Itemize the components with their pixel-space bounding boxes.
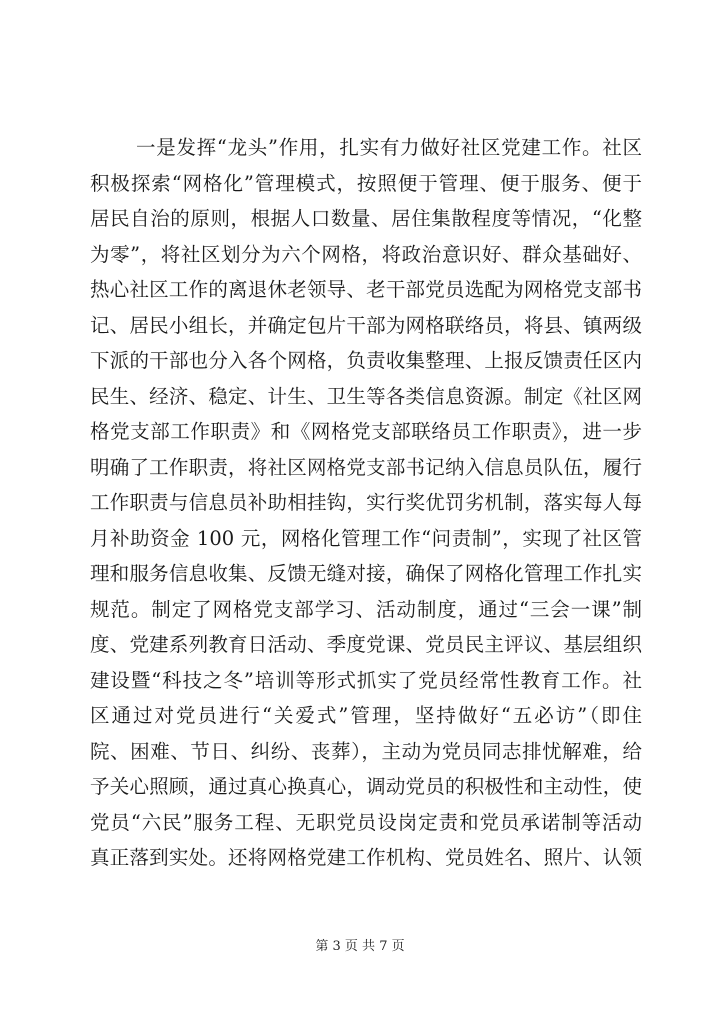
paragraph-line: 建设暨“科技之冬”培训等形式抓实了党员经常性教育工作。社 [90, 668, 642, 692]
paragraph-line: 热心社区工作的离退休老领导、老干部党员选配为网格党支部书 [90, 278, 642, 301]
page-number-footer: 第 3 页 共 7 页 [315, 939, 405, 954]
paragraph-line: 规范。制定了网格党支部学习、活动制度，通过“三会一课”制 [90, 597, 642, 621]
paragraph-line: 一是发挥“龙头”作用，扎实有力做好社区党建工作。社区 [136, 136, 642, 159]
paragraph-line: 区通过对党员进行“关爱式”管理，坚持做好“五必访”（即住 [90, 704, 642, 727]
paragraph-line: 居民自治的原则，根据人口数量、居住集散程度等情况，“化整 [90, 207, 642, 230]
paragraph-line: 工作职责与信息员补助相挂钩，实行奖优罚劣机制，落实每人每 [90, 491, 642, 514]
paragraph-line: 予关心照顾，通过真心换真心，调动党员的积极性和主动性，使 [90, 775, 642, 798]
paragraph-line: 明确了工作职责，将社区网格党支部书记纳入信息员队伍，履行 [90, 455, 642, 479]
body-paragraph [90, 130, 642, 876]
paragraph-line: 记、居民小组长，并确定包片干部为网格联络员，将县、镇两级 [90, 313, 642, 337]
paragraph-line: 度、党建系列教育日活动、季度党课、党员民主评议、基层组织 [90, 633, 642, 656]
paragraph-line: 月补助资金 100 元，网格化管理工作“问责制”，实现了社区管 [90, 526, 642, 550]
paragraph-line: 党员“六民”服务工程、无职党员设岗定责和党员承诺制等活动 [90, 810, 642, 834]
paragraph-line: 下派的干部也分入各个网格，负责收集整理、上报反馈责任区内 [90, 349, 642, 372]
paragraph-line: 院、困难、节日、纠纷、丧葬），主动为党员同志排忧解难，给 [90, 739, 642, 763]
paragraph-line: 真正落到实处。还将网格党建工作机构、党员姓名、照片、认领 [90, 846, 642, 869]
paragraph-line: 民生、经济、稳定、计生、卫生等各类信息资源。制定《社区网 [90, 384, 642, 408]
paragraph-line: 积极探索“网格化”管理模式，按照便于管理、便于服务、便于 [90, 171, 642, 195]
paragraph-line: 理和服务信息收集、反馈无缝对接，确保了网格化管理工作扎实 [90, 562, 642, 585]
paragraph-line: 为零”，将社区划分为六个网格，将政治意识好、群众基础好、 [90, 242, 642, 266]
paragraph-line: 格党支部工作职责》和《网格党支部联络员工作职责》，进一步 [90, 420, 642, 443]
